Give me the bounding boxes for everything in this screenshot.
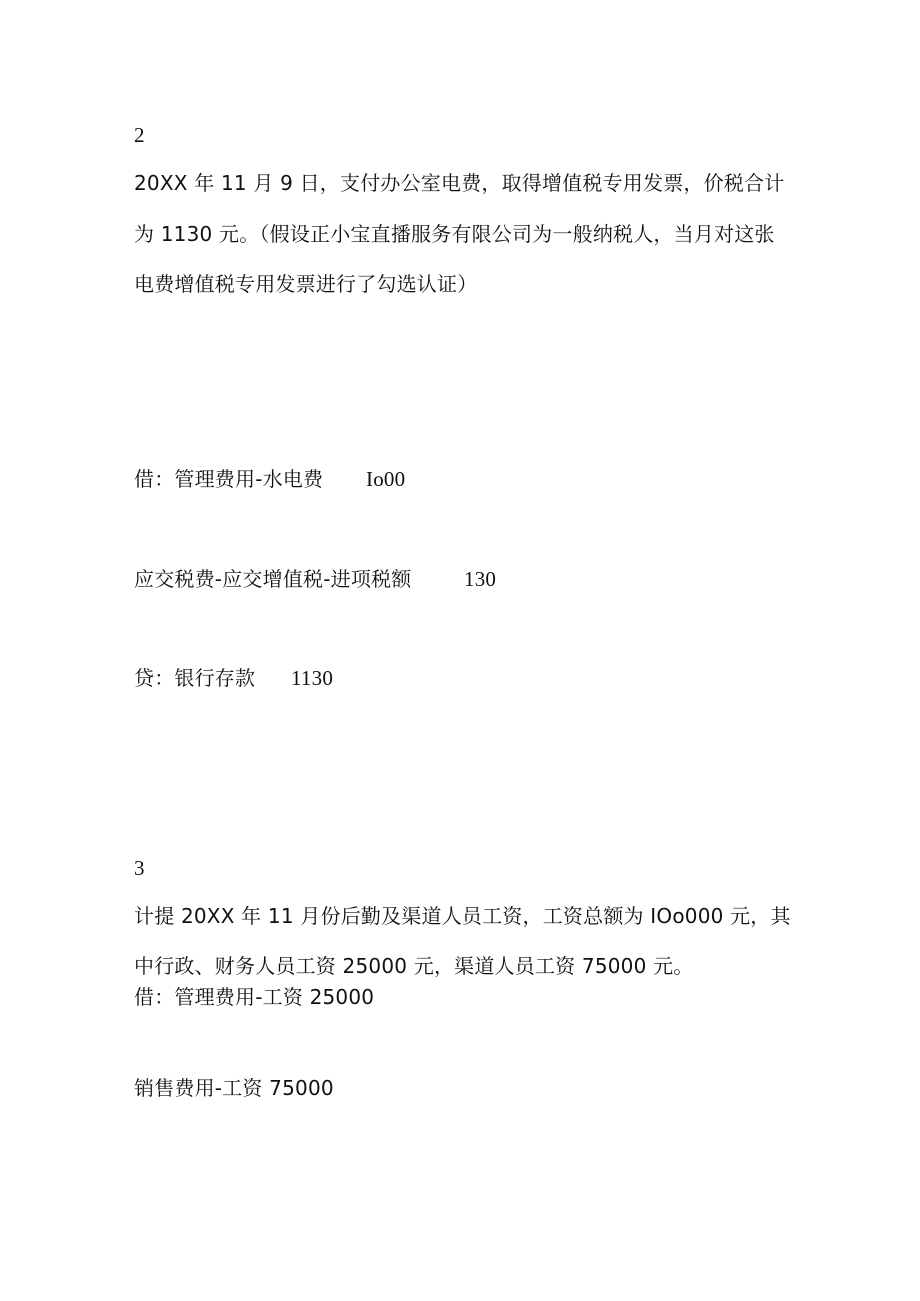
journal-entry-debit-sales-wages: 销售费用-工资 75000 bbox=[134, 1076, 334, 1100]
section-2-description-line-1: 20XX 年 11 月 9 日，支付办公室电费，取得增值税专用发票，价税合计 bbox=[134, 171, 785, 195]
journal-entry-credit-bank bbox=[134, 666, 734, 690]
section-3-description-line-2: 中行政、财务人员工资 25000 元，渠道人员工资 75000 元。 bbox=[134, 954, 694, 978]
entry-amount: Io00 bbox=[366, 467, 406, 491]
entry-account: 应交税费-应交增值税-进项税额 bbox=[134, 567, 412, 591]
section-2-description-line-3: 电费增值税专用发票进行了勾选认证） bbox=[134, 272, 478, 296]
journal-entry-debit-utilities bbox=[134, 467, 734, 491]
section-2-number: 2 bbox=[134, 123, 145, 147]
section-3-description-line-1: 计提 20XX 年 11 月份后勤及渠道人员工资，工资总额为 IOo000 元，其 bbox=[134, 904, 791, 928]
journal-entry-debit-admin-wages: 借：管理费用-工资 25000 bbox=[134, 985, 375, 1009]
section-3-number: 3 bbox=[134, 856, 145, 880]
journal-entry-debit-input-tax bbox=[134, 567, 734, 591]
entry-amount: 130 bbox=[464, 567, 497, 591]
entry-account: 借：管理费用-水电费 bbox=[134, 467, 324, 491]
entry-account: 贷：银行存款 bbox=[134, 666, 256, 690]
section-2-description-line-2: 为 1130 元。（假设正小宝直播服务有限公司为一般纳税人，当月对这张 bbox=[134, 222, 775, 246]
entry-amount: 1130 bbox=[291, 666, 334, 690]
